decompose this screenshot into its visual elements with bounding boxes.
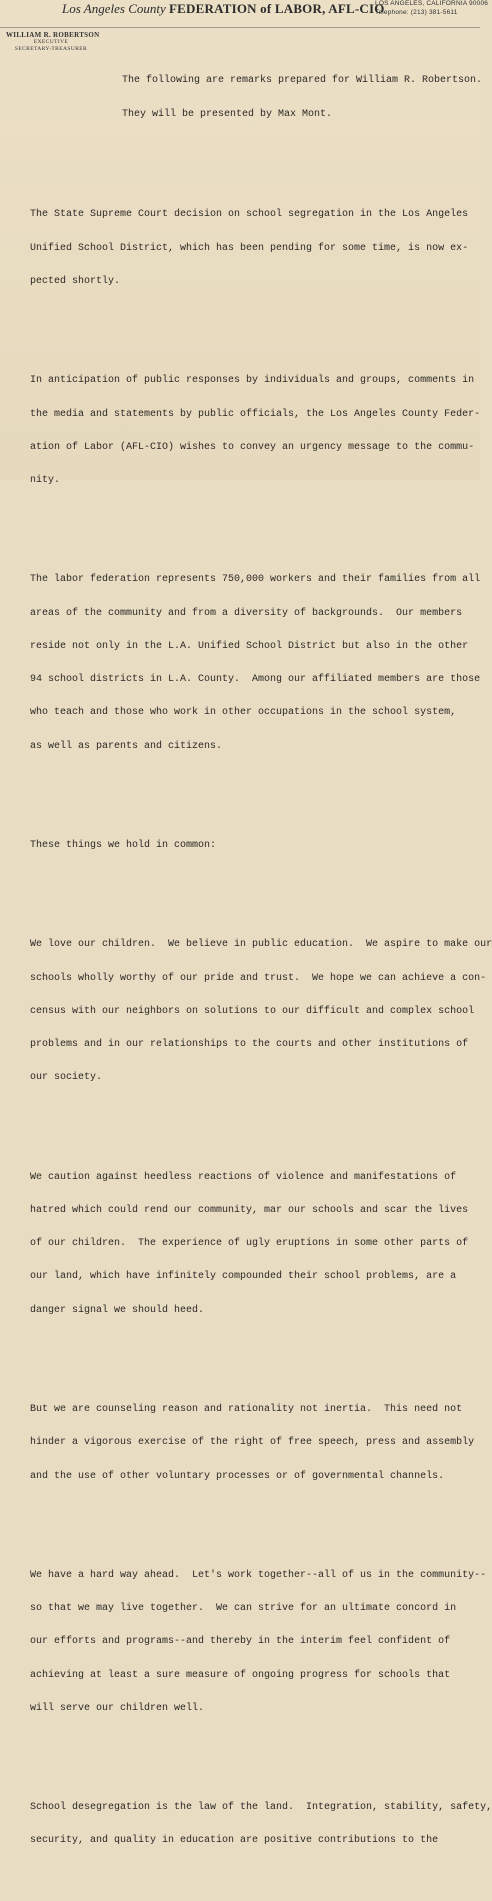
body-line: the media and statements by public officials, the Los Angeles County Feder- (30, 408, 481, 420)
letterhead-county: Los Angeles County (62, 1, 166, 16)
body-line: achieving at least a sure measure of ongoing progress for schools that (30, 1669, 451, 1681)
body-line: These things we hold in common: (30, 839, 217, 851)
body-line: We have a hard way ahead. Let's work together--all of us in the community-- (30, 1569, 487, 1581)
signatory-title-2: SECRETARY-TREASURER (14, 45, 88, 52)
telephone-line: Telephone: (213) 381-5611 (375, 8, 458, 16)
letter-body (30, 31, 492, 1901)
paragraph-anticipation (30, 353, 481, 508)
body-line: 94 school districts in L.A. County. Among our affiliated members are those (30, 674, 481, 686)
body-line: as well as parents and citizens. (30, 740, 223, 752)
paragraph-hard-way (30, 1548, 487, 1737)
body-line: who teach and those who work in other occupations in the school system, (30, 707, 457, 719)
body-line: But we are counseling reason and rationality not inertia. This need not (30, 1403, 463, 1415)
body-line: our efforts and programs--and thereby in the interim feel confident of (30, 1636, 451, 1648)
body-line: hinder a vigorous exercise of the right of free speech, press and assembly (30, 1437, 475, 1449)
body-line: census with our neighbors on solutions to our difficult and complex school (30, 1005, 475, 1017)
body-line: reside not only in the L.A. Unified School District but also in the other (30, 640, 469, 652)
letterhead-org: FEDERATION of LABOR, AFL-CIO (169, 1, 385, 16)
body-line: will serve our children well. (30, 1702, 205, 1714)
signatory-name: WILLIAM R. ROBERTSON (6, 31, 100, 39)
body-line: We love our children. We believe in public education. We aspire to make our (30, 939, 492, 951)
body-line: so that we may live together. We can strive for an ultimate concord in (30, 1603, 457, 1615)
body-line: danger signal we should heed. (30, 1304, 205, 1316)
body-line: areas of the community and from a diversity of backgrounds. Our members (30, 607, 463, 619)
intro-line: They will be presented by Max Mont. (122, 108, 333, 120)
body-line: pected shortly. (30, 275, 121, 287)
paragraph-desegregation (30, 1780, 492, 1869)
body-line: hatred which could rend our community, mar our schools and scar the lives (30, 1204, 469, 1216)
letterhead-rule (0, 27, 480, 28)
body-line: We caution against heedless reactions of violence and manifestations of (30, 1171, 457, 1183)
paragraph-common (30, 818, 478, 873)
body-line: schools wholly worthy of our pride and trust. We hope we can achieve a con- (30, 972, 487, 984)
address-line: LOS ANGELES, CALIFORNIA 90006 (375, 0, 489, 7)
paragraph-caution (30, 1149, 478, 1338)
intro-note (122, 53, 483, 142)
letterhead-title (62, 1, 385, 17)
paragraph-court-decision (30, 187, 478, 309)
body-line: security, and quality in education are positive contributions to the (30, 1835, 439, 1847)
signatory-title-1: EXECUTIVE (33, 39, 69, 45)
body-line: The labor federation represents 750,000 workers and their families from all (30, 574, 481, 586)
intro-line: The following are remarks prepared for William R. Robertson. (122, 75, 483, 87)
paragraph-reason (30, 1382, 478, 1504)
body-line: our land, which have infinitely compounded their school problems, are a (30, 1271, 457, 1283)
body-line: The State Supreme Court decision on school segregation in the Los Angeles (30, 209, 469, 221)
paragraph-love-children (30, 917, 492, 1106)
body-line: problems and in our relationships to the courts and other institutions of (30, 1039, 469, 1051)
body-line: Unified School District, which has been pending for some time, is now ex- (30, 242, 469, 254)
body-line: nity. (30, 475, 61, 487)
paragraph-federation (30, 552, 481, 774)
body-line: of our children. The experience of ugly eruptions in some other parts of (30, 1238, 469, 1250)
letterhead-address (375, 0, 488, 17)
body-line: our society. (30, 1072, 103, 1084)
body-line: and the use of other voluntary processes or of governmental channels. (30, 1470, 445, 1482)
body-line: In anticipation of public responses by individuals and groups, comments in (30, 375, 475, 387)
body-line: ation of Labor (AFL-CIO) wishes to convey an urgency message to the commu- (30, 441, 475, 453)
body-line: School desegregation is the law of the land. Integration, stability, safety, (30, 1802, 492, 1814)
